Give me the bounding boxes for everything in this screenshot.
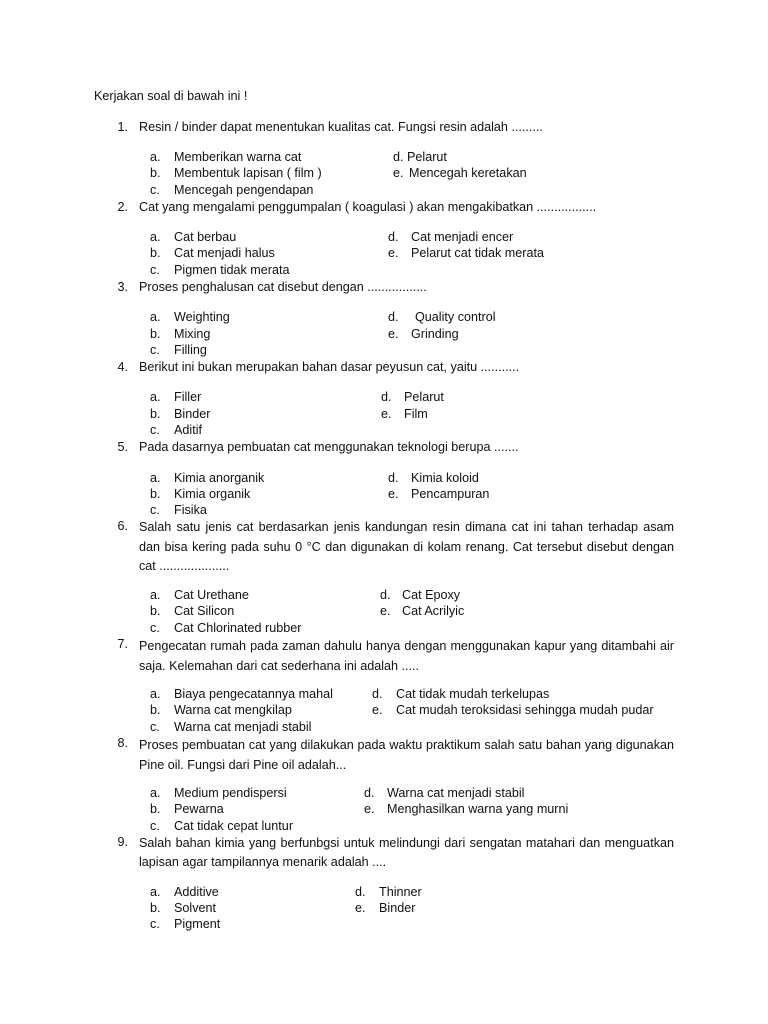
option-text: Cat Chlorinated rubber [174,621,302,635]
option-text: Cat Silicon [174,604,235,618]
option-letter: d. [388,471,399,485]
option-letter: d. [393,150,404,164]
option-letter: d. [381,390,392,404]
question-text: Proses penghalusan cat disebut dengan ................. [139,280,427,294]
option-letter: a. [150,588,161,602]
option-text: Filling [174,343,207,357]
option-letter: e. [388,487,399,501]
option-letter: e. [381,407,392,421]
question-number: 9. [117,835,128,849]
question-text: Salah bahan kimia yang berfunbgsi untuk melindungi dari sengatan matahari dan menguatkan lapisan agar tampilannya menarik adalah .... [139,836,674,869]
option-text: Thinner [379,885,422,899]
question-number: 4. [117,360,128,374]
option-text: Warna cat mengkilap [174,703,292,717]
instruction-text: Kerjakan soal di bawah ini ! [94,89,248,103]
option-text: Filler [174,390,202,404]
option-text: Warna cat menjadi stabil [387,786,525,800]
option-letter: d. [388,310,399,324]
option-letter: c. [150,720,160,734]
option-text: Cat menjadi encer [411,230,514,244]
option-letter: d. [388,230,399,244]
option-text: Binder [174,407,211,421]
option-letter: d. [372,687,383,701]
question-number: 7. [117,637,128,651]
option-text: Quality control [415,310,496,324]
option-text: Memberikan warna cat [174,150,302,164]
question-text: Resin / binder dapat menentukan kualitas cat. Fungsi resin adalah ......... [139,120,543,134]
option-text: Cat tidak mudah terkelupas [396,687,550,701]
option-text: Mencegah pengendapan [174,183,314,197]
option-text: Kimia koloid [411,471,479,485]
option-text: Pigment [174,917,221,931]
option-text: Additive [174,885,219,899]
option-text: Aditif [174,423,202,437]
option-text: Weighting [174,310,230,324]
option-text: Cat tidak cepat luntur [174,819,294,833]
option-text: Pencampuran [411,487,490,501]
option-letter: b. [150,327,161,341]
option-letter: c. [150,343,160,357]
option-letter: e. [364,802,375,816]
option-text: Cat menjadi halus [174,246,275,260]
option-letter: c. [150,183,160,197]
option-letter: a. [150,786,161,800]
option-text: Kimia anorganik [174,471,265,485]
option-text: Warna cat menjadi stabil [174,720,312,734]
option-text: Cat Acrilyic [402,604,465,618]
question-text: Salah satu jenis cat berdasarkan jenis kandungan resin dimana cat ini tahan terhadap asam dan bisa kering pada suhu 0 °C dan digunakan di kolam renang. Cat tersebut disebut dengan cat .................... [139,520,674,573]
option-letter: c. [150,423,160,437]
option-text: Medium pendispersi [174,786,287,800]
option-text: Pigmen tidak merata [174,263,290,277]
option-letter: e. [388,246,399,260]
option-letter: c. [150,503,160,517]
option-text: Grinding [411,327,459,341]
option-text: Kimia organik [174,487,251,501]
option-letter: b. [150,901,161,915]
option-letter: b. [150,802,161,816]
option-letter: b. [150,487,161,501]
option-letter: d. [364,786,375,800]
option-text: Mencegah keretakan [409,166,527,180]
option-letter: b. [150,246,161,260]
question-number: 2. [117,200,128,214]
option-letter: a. [150,885,161,899]
question-text: Pengecatan rumah pada zaman dahulu hanya dengan menggunakan kapur yang ditambahi air saja. Kelemahan dari cat sederhana ini adalah ..... [139,639,674,673]
question-number: 1. [117,120,128,134]
option-letter: e. [355,901,366,915]
option-text: Cat mudah teroksidasi sehingga mudah pudar [396,703,654,717]
question-text: Cat yang mengalami penggumpalan ( koagulasi ) akan mengakibatkan ................. [139,200,597,214]
option-text: Fisika [174,503,207,517]
option-letter: d. [355,885,366,899]
option-text: Cat berbau [174,230,237,244]
option-text: Pewarna [174,802,224,816]
option-text: Membentuk lapisan ( film ) [174,166,322,180]
option-letter: b. [150,166,161,180]
option-letter: a. [150,150,161,164]
option-letter: a. [150,687,161,701]
option-text: Film [404,407,428,421]
option-letter: e. [380,604,391,618]
question-text: Pada dasarnya pembuatan cat menggunakan teknologi berupa ....... [139,440,519,454]
option-letter: c. [150,917,160,931]
option-letter: a. [150,390,161,404]
option-letter: b. [150,703,161,717]
option-letter: a. [150,230,161,244]
option-letter: c. [150,819,160,833]
option-letter: e. [388,327,399,341]
option-text: Menghasilkan warna yang murni [387,802,569,816]
option-text: Mixing [174,327,211,341]
option-text: Binder [379,901,416,915]
option-text: Biaya pengecatannya mahal [174,687,333,701]
question-number: 5. [117,440,128,454]
option-text: Pelarut [404,390,444,404]
option-letter: b. [150,407,161,421]
question-text: Proses pembuatan cat yang dilakukan pada waktu praktikum salah satu bahan yang digunakan Pine oil. Fungsi dari Pine oil adalah... [139,738,674,772]
option-letter: c. [150,621,160,635]
option-letter: e. [393,166,404,180]
option-text: Solvent [174,901,217,915]
question-number: 3. [117,280,128,294]
option-letter: d. [380,588,391,602]
question-number: 6. [117,519,128,533]
question-number: 8. [117,736,128,750]
option-letter: a. [150,471,161,485]
option-text: Cat Urethane [174,588,249,602]
option-text: Cat Epoxy [402,588,461,602]
option-text: Pelarut cat tidak merata [411,246,544,260]
option-letter: b. [150,604,161,618]
question-text: Berikut ini bukan merupakan bahan dasar peyusun cat, yaitu ........... [139,360,520,374]
option-letter: e. [372,703,383,717]
option-text: Pelarut [407,150,447,164]
option-letter: a. [150,310,161,324]
option-letter: c. [150,263,160,277]
